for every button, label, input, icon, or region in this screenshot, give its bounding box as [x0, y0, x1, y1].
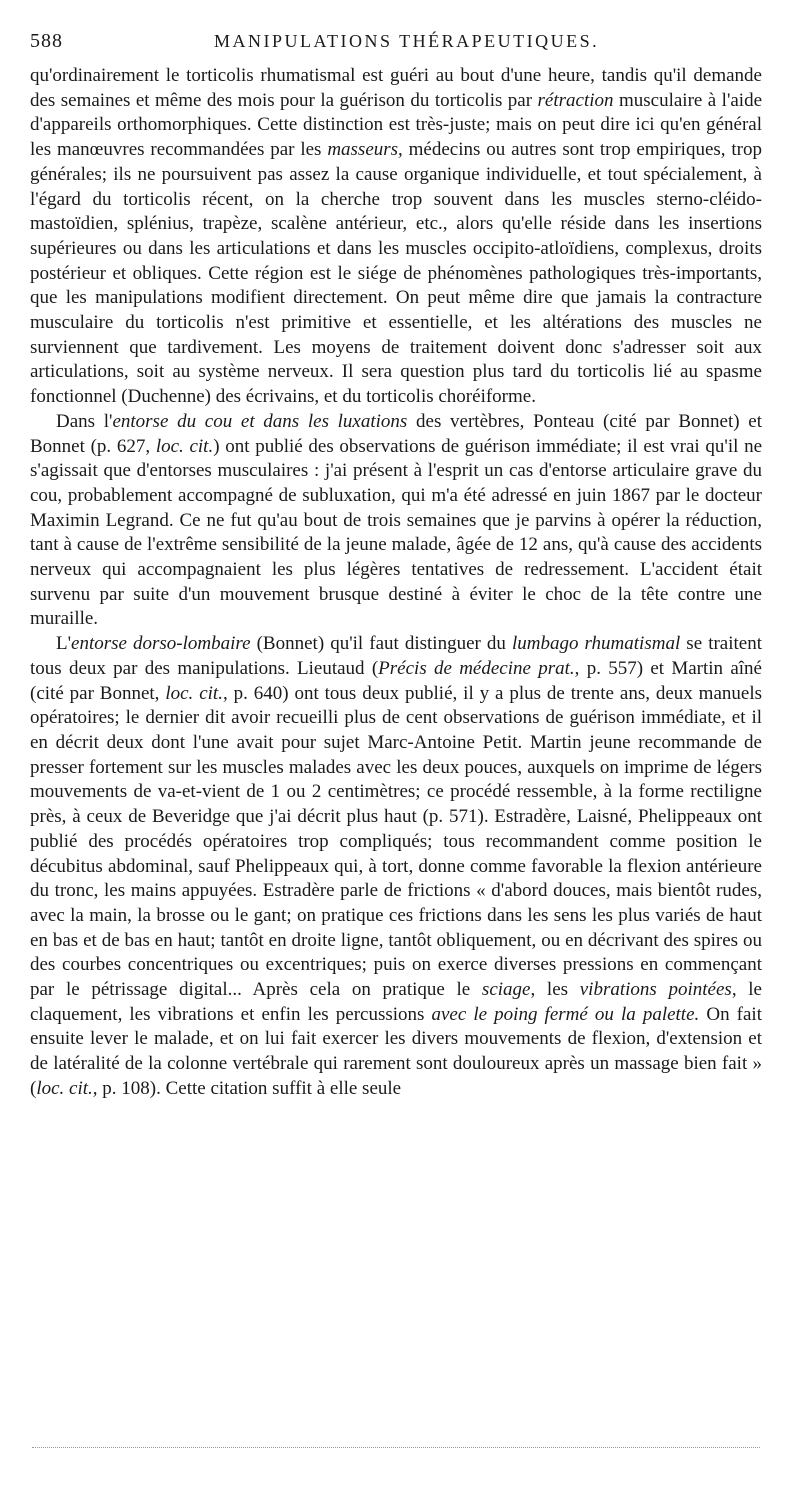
text-run: , le claquement, les vibrations et enfin les percussions [30, 979, 762, 1025]
running-title: MANIPULATIONS THÉRAPEUTIQUES. [214, 31, 600, 51]
italic-text: entorse dorso-lombaire [71, 633, 251, 655]
text-run: , médecins ou autres sont trop empiriques, trop générales; ils ne poursuivent pas assez la cause organique individuelle, et tout spécialement, à l'égard du torticolis récent, on la cherche trop souvent dans les muscles sterno-cléido-mastoïdien, splénius, trapèze, scalène antérieur, etc., alors qu'elle réside dans les insertions supérieures ou dans les articulations et dans les muscles occipito-atloïdiens, complexus, droits postérieur et obliques. Cette région est le siége de phénomènes pathologiques très-importants, que les manipulations modifient directement. On peut même dire que jamais la contracture musculaire du torticolis n'est primitive et essentielle, et les altérations des muscles ne surviennent que tardivement. Les moyens de traitement doivent donc s'adresser soit aux articulations, soit au système nerveux. Il sera question plus tard du torticolis lié au spasme fonctionnel (Duchenne) des écrivains, et du torticolis choréiforme. [30, 139, 762, 408]
italic-text: avec le poing fermé ou la palette. [431, 1003, 700, 1025]
italic-text: sciage [481, 979, 531, 1001]
text-run: qu'ordinairement le torticolis rhumatismal est guéri au bout d'une heure, tandis qu'il demande des semaines et même des mois pour la guérison du torticolis par [30, 65, 762, 111]
text-run: , les [530, 979, 580, 1001]
italic-text: entorse du cou et dans les luxations [112, 410, 408, 432]
text-run: , p. 640) ont tous deux publié, il y a plus de trente ans, deux manuels opératoires; le dernier dit avoir recueilli plus de cent observations de guérison immédiate, et il en décrit deux dont l'une avait pour sujet Marc-Antoine Petit. Martin jeune recommande de presser fortement sur les muscles malades avec les deux pouces, auxquels on imprime de légers mouvements de va-et-vient de 1 ou 2 centimètres; ce procédé ressemble, à la forme rectiligne près, à ceux de Beveridge que j'ai décrit plus haut (p. 571). Estradère, Laisné, Phelippeaux ont publié des procédés opératoires trop compliqués; tous recommandent comme position le décubitus abdominal, sauf Phelippeaux qui, à tort, donne comme favorable la flexion antérieure du tronc, les mains appuyées. Estradère parle de frictions « d'abord douces, mais bientôt rudes, avec la main, la brosse ou le gant; on pratique ces frictions dans les sens les plus variés de haut en bas et de bas en haut; tantôt en droite ligne, tantôt obliquement, ou en décrivant des spires ou des courbes concentriques ou excentriques; puis on exerce diverses pressions en commençant par le pétrissage digital... Après cela on pratique le [30, 682, 763, 1001]
text-run: ) ont publié des observations de guérison immédiate; il est vrai qu'il ne s'agissait que d'entorses musculaires : j'ai présent à l'esprit un cas d'entorse articulaire grave du cou, probablement accompagné de subluxation, qui m'a été adressé en juin 1867 par le docteur Maximin Legrand. Ce ne fut qu'au bout de trois semaines que je parvins à opérer la réduction, tant à cause de l'extrême sensibilité de la jeune malade, âgée de 12 ans, qu'à cause des accidents nerveux qui accompagnaient les plus légères tentatives de redressement. L'accident était survenu par suite d'un mouvement brusque destiné à éviter le choc de la tête contre une muraille. [30, 435, 763, 630]
footer-dotted-rule [32, 1447, 760, 1448]
text-run: , p. 557) et Martin aîné (cité par Bonnet, [30, 657, 762, 704]
paragraph [30, 632, 762, 1101]
text-run: On fait ensuite lever le malade, et on lui fait exercer les divers mouvements de flexion, d'extension et de latéralité de la colonne vertébrale qui rarement sont douloureux après un massage bien fait » ( [30, 1003, 762, 1099]
italic-text: masseurs [327, 139, 399, 161]
text-run: , p. 108). Cette citation suffit à elle seule [92, 1077, 402, 1099]
italic-text: Précis de médecine prat. [378, 657, 575, 679]
text-run: L' [56, 633, 72, 655]
italic-text: rétraction [537, 89, 614, 111]
italic-text: vibrations pointées [579, 979, 732, 1001]
paragraph [30, 410, 762, 632]
text-run: Dans l' [56, 410, 113, 432]
body-text [30, 64, 762, 1102]
italic-text: lumbago rhumatismal [511, 633, 681, 655]
text-run: se traitent tous deux par des manipulations. Lieutaud ( [30, 633, 763, 679]
book-page [30, 30, 762, 1102]
italic-text: loc. cit. [165, 682, 223, 704]
italic-text: loc. cit. [155, 435, 214, 457]
paragraph [30, 64, 762, 410]
running-head [30, 30, 762, 60]
italic-text: loc. cit. [36, 1077, 93, 1099]
text-run: (Bonnet) qu'il faut distinguer du [250, 633, 512, 655]
text-run: des vertèbres, Ponteau (cité par Bonnet) et Bonnet (p. 627, [30, 410, 762, 457]
page-number: 588 [30, 30, 63, 52]
text-run: musculaire à l'aide d'appareils orthomorphiques. Cette distinction est très-juste; mais on peut dire ici qu'en général les manœuvres recommandées par les [30, 89, 763, 161]
